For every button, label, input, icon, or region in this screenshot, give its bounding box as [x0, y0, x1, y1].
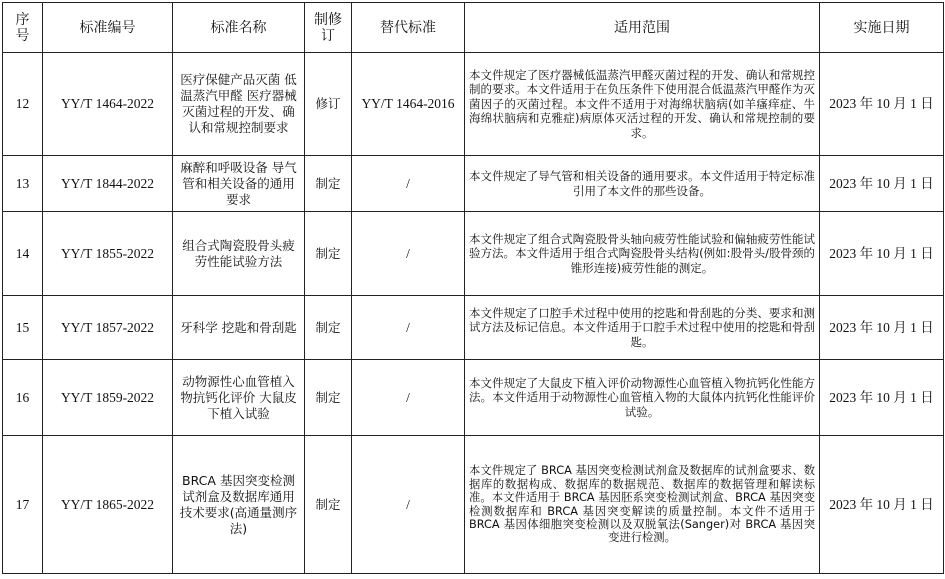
header-type: 制修订 [305, 3, 352, 53]
cell-replaces: / [352, 212, 465, 296]
table-row [3, 360, 944, 436]
cell-type: 制定 [305, 156, 352, 212]
cell-seq: 17 [3, 436, 43, 574]
cell-date: 2023 年 10 月 1 日 [820, 212, 944, 296]
table-row [3, 436, 944, 574]
cell-seq: 12 [3, 53, 43, 156]
cell-type: 制定 [305, 296, 352, 360]
table-row [3, 156, 944, 212]
cell-name: 动物源性心血管植入物抗钙化评价 大鼠皮下植入试验 [173, 360, 305, 436]
cell-date: 2023 年 10 月 1 日 [820, 360, 944, 436]
cell-type: 制定 [305, 212, 352, 296]
cell-code: YY/T 1464-2022 [43, 53, 173, 156]
cell-scope: 本文件规定了医疗器械低温蒸汽甲醛灭菌过程的开发、确认和常规控制的要求。本文件适用于在负压条件下使用混合低温蒸汽甲醛作为灭菌因子的灭菌过程。本文件不适用于对海绵状脑病(如羊瘙痒症、牛海绵状脑病和克雅症)病原体灭活过程的开发、确认和常规控制的要求。 [465, 53, 820, 156]
cell-code: YY/T 1865-2022 [43, 436, 173, 574]
cell-scope: 本文件规定了导气管和相关设备的通用要求。本文件适用于特定标准引用了本文件的那些设备。 [465, 156, 820, 212]
cell-date: 2023 年 10 月 1 日 [820, 436, 944, 574]
cell-scope: 本文件规定了 BRCA 基因突变检测试剂盒及数据库的试剂盒要求、数据库的数据构成、数据库的数据规范、数据库的数据管理和解读标准。本文件适用于 BRCA 基因胚系突变检测试剂盒、BRCA 基因突变检测数据库和 BRCA 基因突变解读的质量控制。本文件不适用于 BRCA 基因体细胞突变检测以及双脱氧法(Sanger)对 BRCA 基因突变进行检测。 [465, 436, 820, 574]
header-scope: 适用范围 [465, 3, 820, 53]
cell-type: 修订 [305, 53, 352, 156]
cell-scope: 本文件规定了组合式陶瓷股骨头轴向疲劳性能试验和偏轴疲劳性能试验方法。本文件适用于组合式陶瓷股骨头结构(例如:股骨头/股骨颈的锥形连接)疲劳性能的测定。 [465, 212, 820, 296]
cell-name: 牙科学 挖匙和骨刮匙 [173, 296, 305, 360]
cell-replaces: YY/T 1464-2016 [352, 53, 465, 156]
cell-code: YY/T 1859-2022 [43, 360, 173, 436]
table-row [3, 53, 944, 156]
cell-type: 制定 [305, 436, 352, 574]
cell-date: 2023 年 10 月 1 日 [820, 156, 944, 212]
cell-seq: 15 [3, 296, 43, 360]
cell-scope: 本文件规定了口腔手术过程中使用的挖匙和骨刮匙的分类、要求和测试方法及标记信息。本文件适用于口腔手术过程中使用的挖匙和骨刮匙。 [465, 296, 820, 360]
cell-name: 麻醉和呼吸设备 导气管和相关设备的通用要求 [173, 156, 305, 212]
cell-replaces: / [352, 436, 465, 574]
cell-name: 组合式陶瓷股骨头疲劳性能试验方法 [173, 212, 305, 296]
table-row [3, 296, 944, 360]
cell-date: 2023 年 10 月 1 日 [820, 53, 944, 156]
header-seq: 序号 [3, 3, 43, 53]
cell-replaces: / [352, 156, 465, 212]
header-name: 标准名称 [173, 3, 305, 53]
cell-code: YY/T 1844-2022 [43, 156, 173, 212]
cell-name: BRCA 基因突变检测试剂盒及数据库通用技术要求(高通量测序法) [173, 436, 305, 574]
table-row [3, 212, 944, 296]
cell-date: 2023 年 10 月 1 日 [820, 296, 944, 360]
cell-replaces: / [352, 296, 465, 360]
cell-type: 制定 [305, 360, 352, 436]
header-date: 实施日期 [820, 3, 944, 53]
cell-seq: 13 [3, 156, 43, 212]
cell-replaces: / [352, 360, 465, 436]
header-code: 标准编号 [43, 3, 173, 53]
cell-code: YY/T 1855-2022 [43, 212, 173, 296]
standards-table [2, 2, 944, 574]
header-replaces: 替代标准 [352, 3, 465, 53]
header-row [3, 3, 944, 53]
cell-scope: 本文件规定了大鼠皮下植入评价动物源性心血管植入物抗钙化性能方法。本文件适用于动物源性心血管植入物的大鼠体内抗钙化性能评价试验。 [465, 360, 820, 436]
cell-name: 医疗保健产品灭菌 低温蒸汽甲醛 医疗器械灭菌过程的开发、确认和常规控制要求 [173, 53, 305, 156]
cell-seq: 16 [3, 360, 43, 436]
cell-seq: 14 [3, 212, 43, 296]
cell-code: YY/T 1857-2022 [43, 296, 173, 360]
